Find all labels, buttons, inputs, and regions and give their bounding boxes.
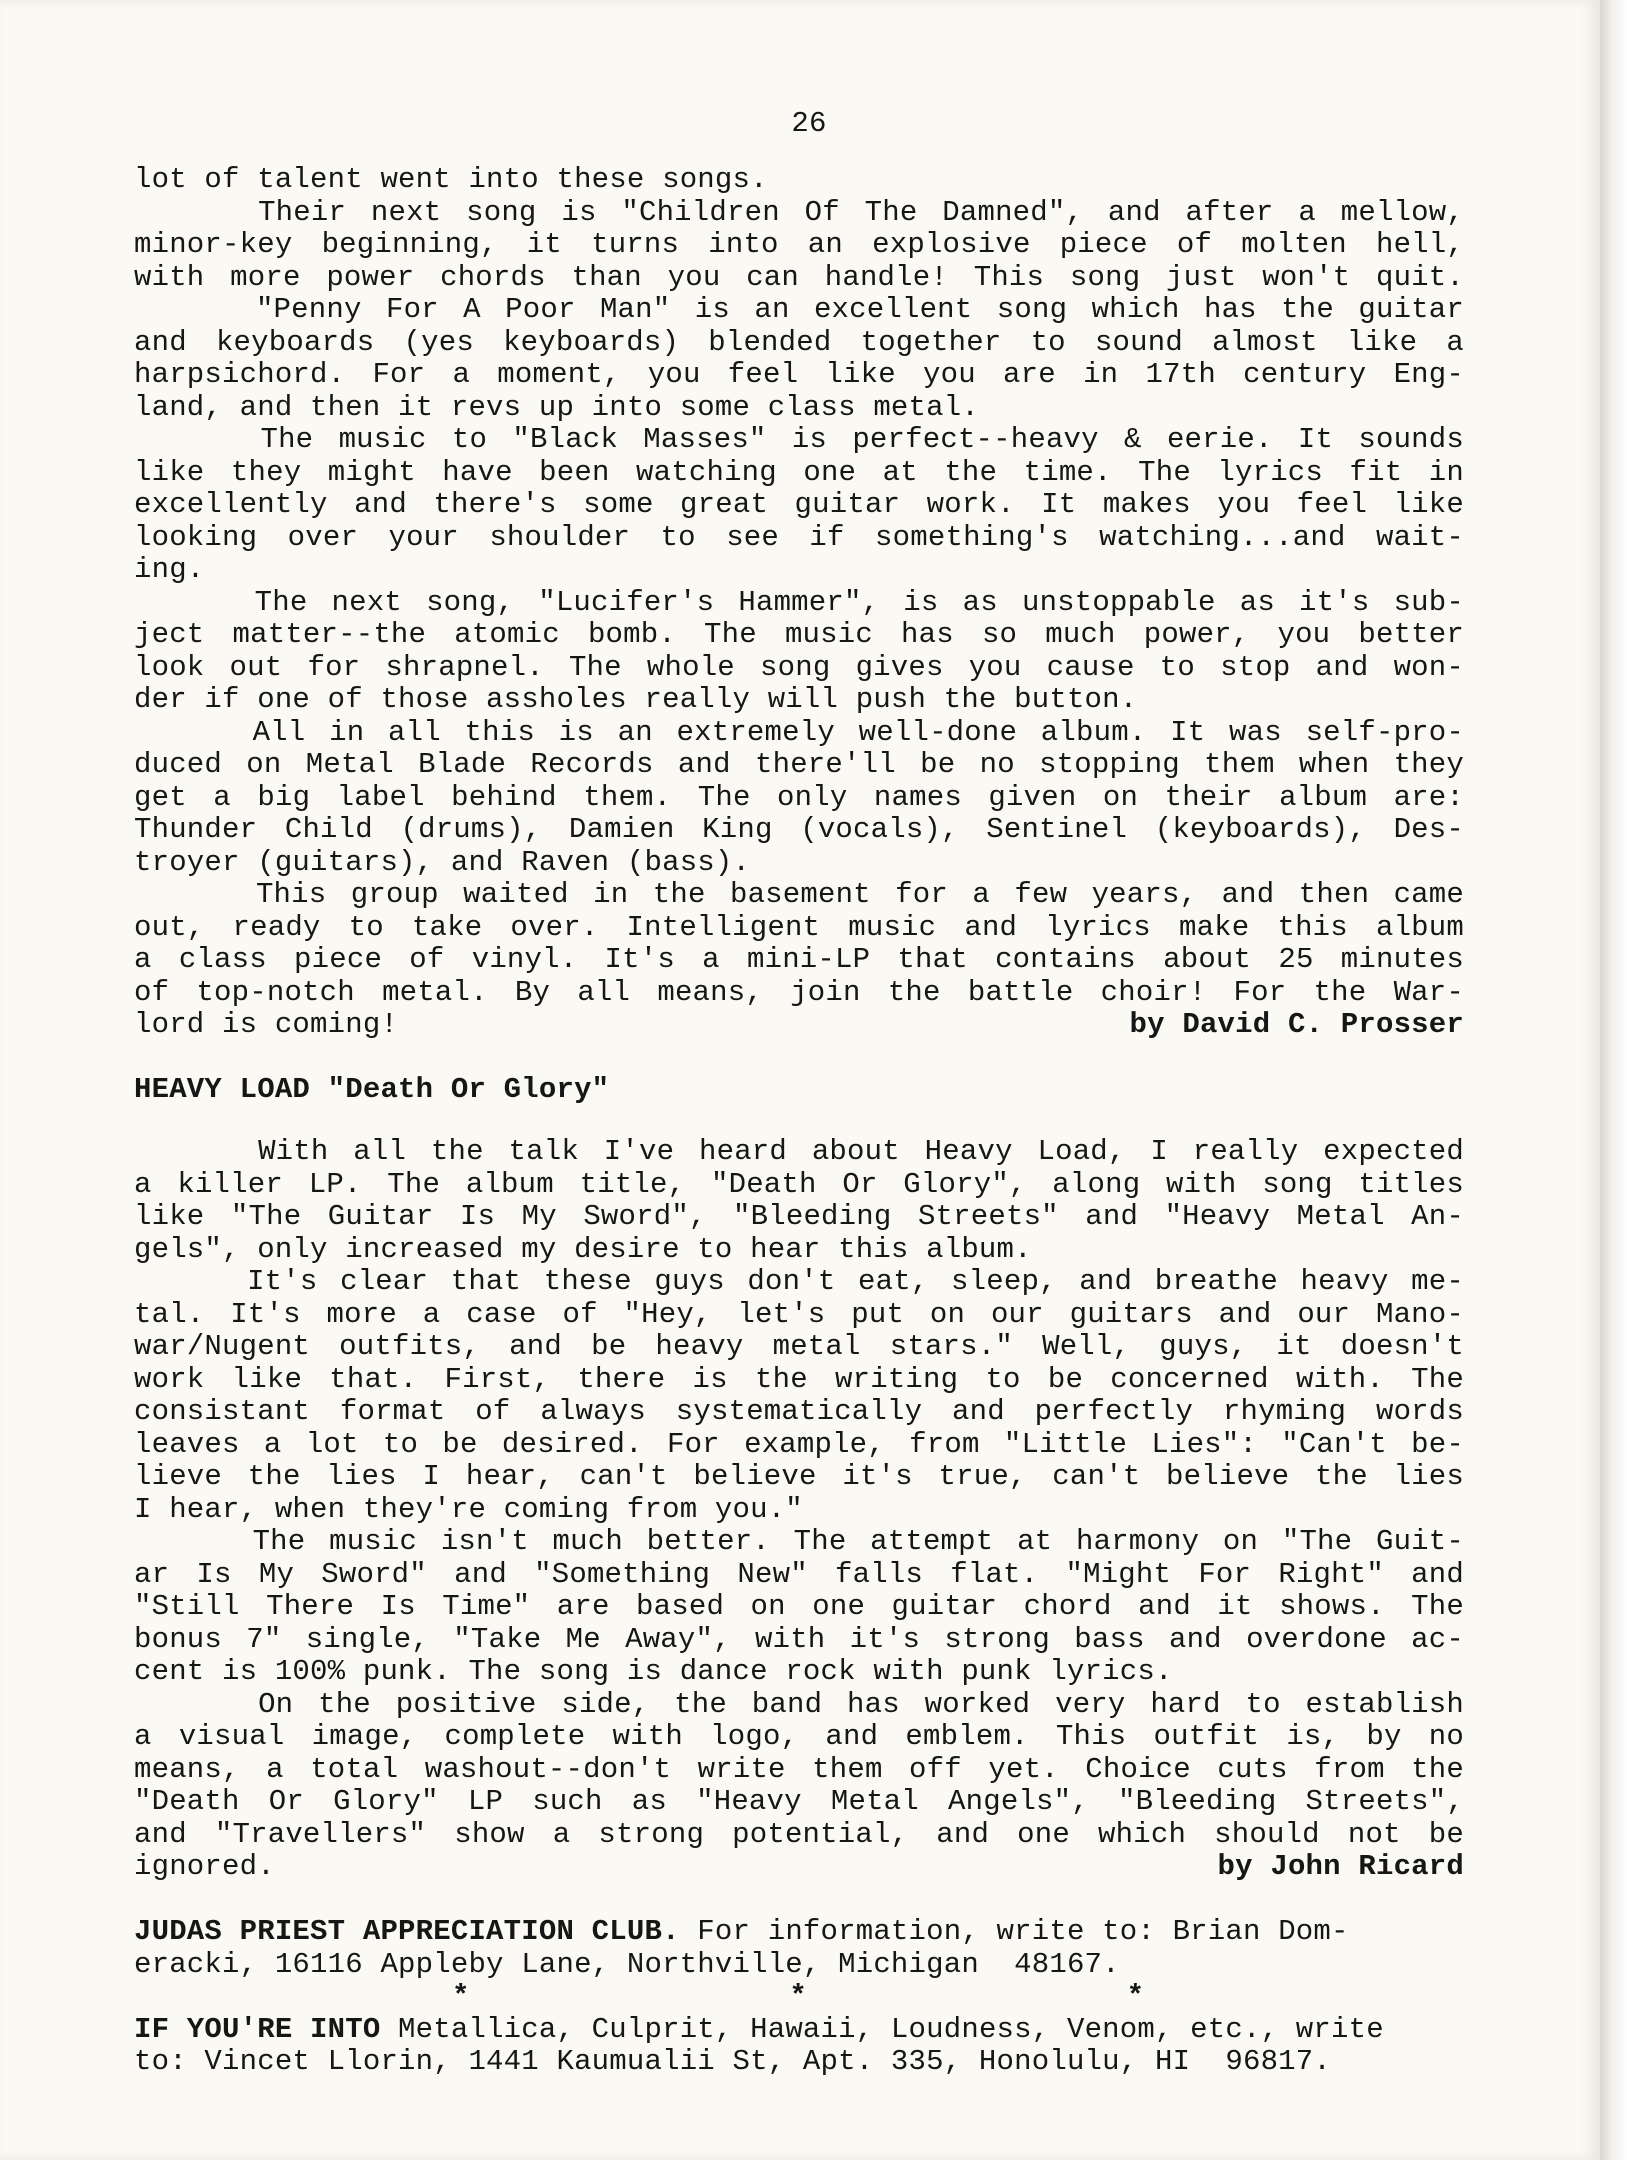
review-line: work like that. First, there is the writing to be concerned with. The bbox=[134, 1362, 1464, 1396]
notice-line: eracki, 16116 Appleby Lane, Northville, Michigan 48167. bbox=[134, 1947, 1120, 1981]
review-closing-row bbox=[134, 1851, 1464, 1884]
review-line: With all the talk I've heard about Heavy Load, I really expected bbox=[134, 1135, 1464, 1168]
spacer bbox=[134, 1884, 1464, 1917]
review-line: troyer (guitars), and Raven (bass). bbox=[134, 845, 751, 879]
spacer bbox=[134, 1042, 1464, 1075]
review-line: The next song, "Lucifer's Hammer", is as unstoppable as it's sub- bbox=[134, 585, 1464, 619]
review-line: ing. bbox=[134, 553, 205, 586]
review-line: and keyboards (yes keyboards) blended together to sound almost like a bbox=[134, 325, 1464, 359]
separator-star: * bbox=[1126, 1980, 1145, 2013]
review-line: harpsichord. For a moment, you feel like you are in 17th century Eng- bbox=[134, 358, 1464, 391]
review-line: "Death Or Glory" LP such as "Heavy Metal Angels", "Bleeding Streets", bbox=[134, 1785, 1464, 1818]
notice-lead: IF YOU'RE INTO bbox=[134, 2012, 381, 2046]
review-line: lord is coming! bbox=[134, 1008, 399, 1041]
review-line: ar Is My Sword" and "Something New" falls flat. "Might For Right" and bbox=[134, 1557, 1464, 1591]
review-line: der if one of those assholes really will push the button. bbox=[134, 683, 1138, 716]
fan-club-notice bbox=[134, 1916, 1464, 1981]
byline: by David C. Prosser bbox=[1129, 1008, 1464, 1041]
review-line: like they might have been watching one at the time. The lyrics fit in bbox=[134, 455, 1464, 489]
review-line: like "The Guitar Is My Sword", "Bleeding Streets" and "Heavy Metal An- bbox=[134, 1200, 1464, 1233]
review-line: means, a total washout--don't write them off yet. Choice cuts from the bbox=[134, 1752, 1464, 1786]
review-line: lieve the lies I hear, can't believe it's true, can't believe the lies bbox=[134, 1460, 1464, 1493]
separator-star: * bbox=[452, 1980, 470, 2013]
notice-lead: JUDAS PRIEST APPRECIATION CLUB. bbox=[134, 1915, 680, 1948]
review-line: On the positive side, the band has worked very hard to establish bbox=[134, 1687, 1464, 1721]
review-line: of top-notch metal. By all means, join the battle choir! For the War- bbox=[134, 975, 1464, 1009]
review-continued bbox=[134, 164, 1464, 1042]
page-edge bbox=[1600, 0, 1627, 2160]
review-line: The music isn't much better. The attempt at harmony on "The Guit- bbox=[134, 1525, 1464, 1558]
trading-notice bbox=[134, 2014, 1464, 2079]
review-line: and "Travellers" show a strong potential, and one which should not be bbox=[134, 1817, 1464, 1851]
review-line: duced on Metal Blade Records and there'll be no stopping them when they bbox=[134, 748, 1464, 781]
separator-star: * bbox=[789, 1980, 807, 2013]
spacer bbox=[134, 1114, 1464, 1136]
review-line: looking over your shoulder to see if something's watching...and wait- bbox=[134, 520, 1464, 554]
review-line: The music to "Black Masses" is perfect--heavy & eerie. It sounds bbox=[134, 423, 1464, 456]
byline: by John Ricard bbox=[1217, 1850, 1464, 1883]
review-line: with more power chords than you can handle! This song just won't quit. bbox=[134, 260, 1464, 294]
review-line: a killer LP. The album title, "Death Or Glory", along with song titles bbox=[134, 1167, 1464, 1201]
notice-text: For information, write to: Brian Dom- bbox=[679, 1915, 1349, 1948]
review-line: "Penny For A Poor Man" is an excellent song which has the guitar bbox=[134, 293, 1464, 326]
review-line: a visual image, complete with logo, and emblem. This outfit is, by no bbox=[134, 1720, 1464, 1753]
review-line: lot of talent went into these songs. bbox=[134, 163, 768, 196]
review-line: a class piece of vinyl. It's a mini-LP that contains about 25 minutes bbox=[134, 943, 1464, 976]
notice-text: Metallica, Culprit, Hawaii, Loudness, Venom, etc., write bbox=[380, 2012, 1384, 2046]
review-line: All in all this is an extremely well-done album. It was self-pro- bbox=[134, 715, 1464, 749]
review-line: I hear, when they're coming from you." bbox=[134, 1492, 803, 1526]
review-line: consistant format of always systematically and perfectly rhyming words bbox=[134, 1395, 1464, 1428]
review-line: get a big label behind them. The only names given on their album are: bbox=[134, 780, 1464, 814]
notice-line: to: Vincet Llorin, 1441 Kaumualii St, Apt. 335, Honolulu, HI 96817. bbox=[134, 2045, 1331, 2078]
notice-line bbox=[134, 1916, 1464, 1949]
review-line: ject matter--the atomic bomb. The music has so much power, you better bbox=[134, 618, 1464, 651]
review-line: cent is 100% punk. The song is dance rock with punk lyrics. bbox=[134, 1655, 1173, 1688]
page-number: 26 bbox=[791, 107, 827, 140]
notice-line bbox=[134, 2014, 1464, 2047]
review-line: look out for shrapnel. The whole song gives you cause to stop and won- bbox=[134, 650, 1464, 684]
review-line: It's clear that these guys don't eat, sleep, and breathe heavy me- bbox=[134, 1265, 1464, 1298]
review-line: excellently and there's some great guitar work. It makes you feel like bbox=[134, 488, 1464, 521]
review-line: leaves a lot to be desired. For example, from "Little Lies": "Can't be- bbox=[134, 1427, 1464, 1461]
review-line: This group waited in the basement for a few years, and then came bbox=[134, 878, 1464, 911]
review-line: out, ready to take over. Intelligent music and lyrics make this album bbox=[134, 910, 1464, 944]
review-line: bonus 7" single, "Take Me Away", with it's strong bass and overdone ac- bbox=[134, 1622, 1464, 1656]
review-line: minor-key beginning, it turns into an explosive piece of molten hell, bbox=[134, 228, 1464, 261]
review-line: Their next song is "Children Of The Damned", and after a mellow, bbox=[134, 195, 1464, 229]
review-line: Thunder Child (drums), Damien King (vocals), Sentinel (keyboards), Des- bbox=[134, 813, 1464, 846]
review-heading: HEAVY LOAD "Death Or Glory" bbox=[134, 1073, 610, 1106]
review-line: land, and then it revs up into some class metal. bbox=[134, 390, 979, 424]
review-closing-row bbox=[134, 1009, 1464, 1042]
review-line: tal. It's more a case of "Hey, let's put on our guitars and our Mano- bbox=[134, 1297, 1464, 1331]
review-line: ignored. bbox=[134, 1850, 275, 1883]
review-line: "Still There Is Time" are based on one guitar chord and it shows. The bbox=[134, 1590, 1464, 1623]
review-line: gels", only increased my desire to hear this album. bbox=[134, 1232, 1032, 1266]
review-body bbox=[134, 1136, 1464, 1884]
separator-row bbox=[134, 1981, 1464, 2014]
review-line: war/Nugent outfits, and be heavy metal stars." Well, guys, it doesn't bbox=[134, 1330, 1464, 1363]
page-content bbox=[134, 100, 1464, 2079]
